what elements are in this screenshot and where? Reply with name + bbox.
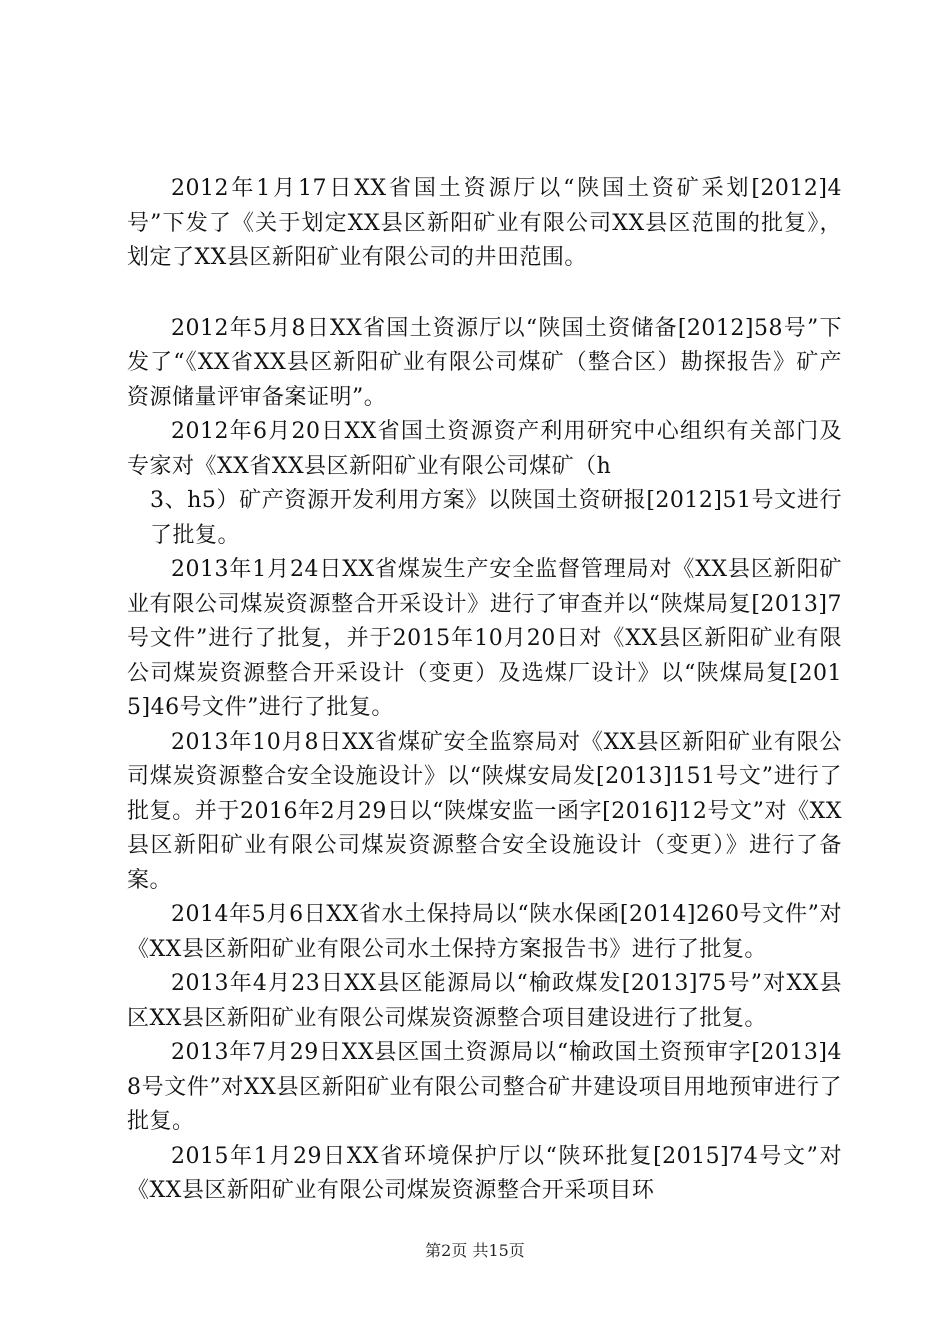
paragraph-8: 2013年7月29日XX县区国土资源局以“榆政国土资预审字[2013]48号文件”对XX县区新阳矿业有限公司整合矿井建设项目用地预审进行了批复。: [127, 1040, 842, 1134]
paragraph-7: 2013年4月23日XX县区能源局以“榆政煤发[2013]75号”对XX县区XX县区新阳矿业有限公司煤炭资源整合项目建设进行了批复。: [127, 971, 842, 1031]
paragraph-5: 2013年10月8日XX省煤矿安全监察局对《XX县区新阳矿业有限公司煤炭资源整合安全设施设计》以“陕煤安局发[2013]151号文”进行了批复。并于2016年2月29日以“陕煤安监一函字[2016]12号文”对《XX县区新阳矿业有限公司煤炭资源整合安全设施设计（变更）》进行了备案。: [127, 729, 842, 893]
paragraph-3: 2012年6月20日XX省国土资源资产利用研究中心组织有关部门及专家对《XX省XX县区新阳矿业有限公司煤矿（h: [127, 419, 842, 479]
paragraph-6: 2014年5月6日XX省水土保持局以“陕水保函[2014]260号文件”对《XX县区新阳矿业有限公司水土保持方案报告书》进行了批复。: [127, 902, 842, 962]
paragraph-2: 2012年5月8日XX省国土资源厅以“陕国土资储备[2012]58号”下发了“《XX省XX县区新阳矿业有限公司煤矿（整合区）勘探报告》矿产资源储量评审备案证明”。: [127, 315, 842, 410]
paragraph-4: 2013年1月24日XX省煤炭生产安全监督管理局对《XX县区新阳矿业有限公司煤炭资源整合开采设计》进行了审查并以“陕煤局复[2013]7号文件”进行了批复，并于2015年10月20日对《XX县区新阳矿业有限公司煤炭资源整合开采设计（变更）及选煤厂设计》以“陕煤局复[2015]46号文件”进行了批复。: [127, 557, 842, 720]
page-footer: 第2页 共15页: [425, 1241, 525, 1260]
paragraph-1: 2012年1月17日XX省国土资源厅以“陕国土资矿采划[2012]4号”下发了《关于划定XX县区新阳矿业有限公司XX县区范围的批复》，划定了XX县区新阳矿业有限公司的井田范围。: [127, 176, 842, 270]
paragraph-9: 2015年1月29日XX省环境保护厅以“陕环批复[2015]74号文”对《XX县区新阳矿业有限公司煤炭资源整合开采项目环: [127, 1143, 842, 1203]
document-body: [127, 172, 842, 1209]
paragraph-3-continued: 3、h5）矿产资源开发利用方案》以陕国土资研报[2012]51号文进行了批复。: [150, 488, 842, 548]
